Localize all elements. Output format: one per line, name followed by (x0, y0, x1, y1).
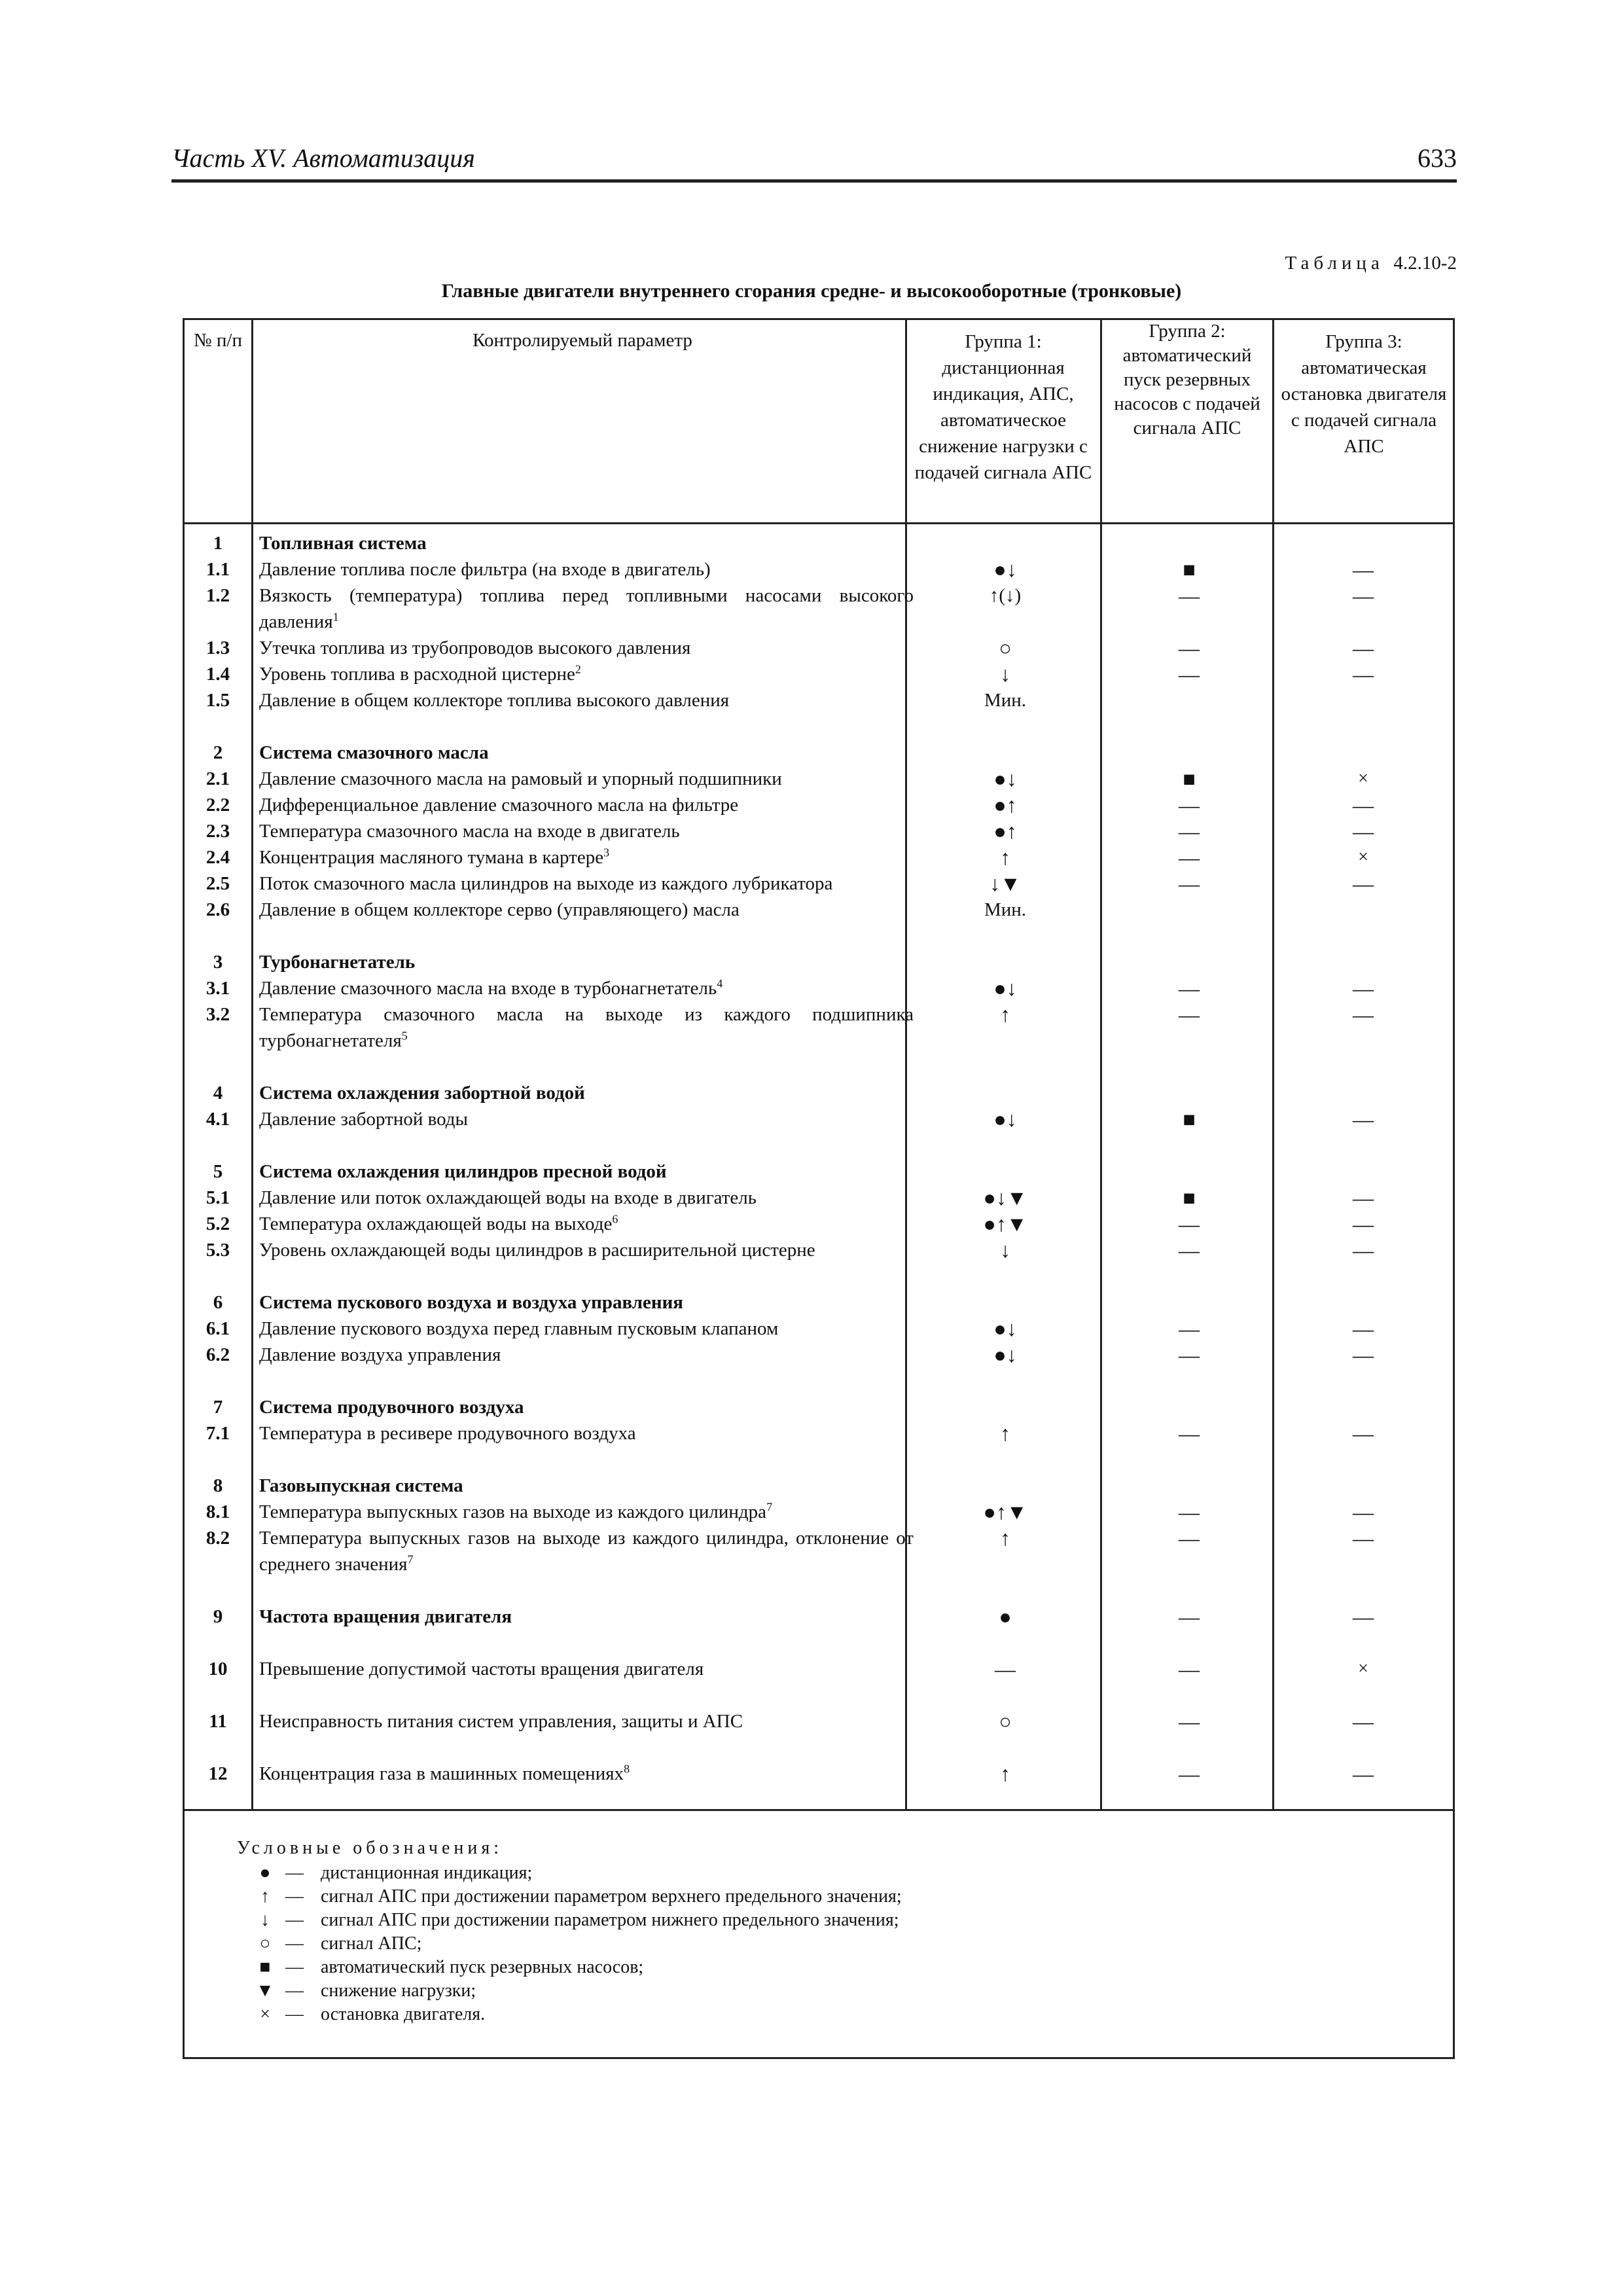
legend-dash: — (285, 1910, 304, 1930)
footnote-ref: 4 (717, 977, 723, 990)
parameter-text: Дифференциальное давление смазочного масла на фильтре (259, 795, 739, 816)
section-title: Частота вращения двигателя (259, 1606, 512, 1627)
running-head-title: Часть XV. Автоматизация (171, 143, 475, 173)
legend-text: сигнал АПС; (321, 1933, 422, 1954)
row-number: 2.2 (205, 795, 230, 816)
parameter-text: Температура смазочного масла на выходе из каждого подшипника турбонагнетателя$^5$ (259, 1004, 914, 1051)
running-head (171, 143, 1457, 183)
legend-title: Условные обозначения: (237, 1838, 503, 1858)
parameter-text: Неисправность питания систем управления, защиты и АПС (259, 1711, 743, 1732)
section-title: Турбонагнетатель (259, 952, 416, 973)
row-number: 8.2 (205, 1528, 230, 1549)
legend-symbol: ■ (259, 1957, 271, 1977)
legend-item (237, 1979, 902, 2003)
section-title: Система охлаждения забортной водой (259, 1083, 585, 1103)
group-3-mark: — (1353, 793, 1374, 817)
group-2-mark: — (1179, 1526, 1200, 1550)
parameter-text: Температура смазочного масла на входе в двигатель (259, 821, 680, 842)
footnote-ref: 6 (612, 1212, 618, 1226)
row-number: 2.3 (205, 821, 230, 842)
parameter-text: Давление смазочного масла на входе в турбонагнетатель$^4$ (259, 977, 723, 999)
parameter-text: Поток смазочного масла цилиндров на выходе из каждого лубрикатора (259, 873, 833, 894)
column-divider (1272, 318, 1274, 1810)
legend-text: снижение нагрузки; (321, 1981, 476, 2001)
parameter-text: Давление в общем коллекторе серво (управляющего) масла (259, 899, 740, 920)
footnote-ref: 7 (766, 1500, 773, 1514)
group-1-mark: ●↓▼ (983, 1186, 1027, 1210)
section-title: Система охлаждения цилиндров пресной водой (259, 1161, 667, 1182)
group-1-mark: ●↑▼ (983, 1212, 1027, 1236)
row-number: 1.4 (205, 664, 230, 685)
row-number: 1.3 (205, 637, 230, 658)
group-2-mark: — (1179, 1710, 1200, 1733)
parameter-text: Утечка топлива из трубопроводов высокого давления (259, 637, 691, 658)
parameter-text: Давление или поток охлаждающей воды на входе в двигатель (259, 1187, 757, 1208)
group-1-mark: ●↑▼ (983, 1500, 1027, 1524)
group-3-mark: — (1353, 584, 1374, 607)
legend-dash: — (285, 2004, 304, 2024)
group-3-mark: — (1353, 636, 1374, 660)
header-group-2: Группа 2: автоматический пуск резервных насосов с подачей сигнала АПС (1114, 321, 1260, 439)
row-number: 6.1 (205, 1318, 230, 1339)
group-2-mark: — (1179, 662, 1200, 686)
group-1-mark: ↑ (1000, 846, 1010, 869)
section-title: Система смазочного масла (259, 742, 489, 763)
group-3-mark: — (1353, 1003, 1374, 1026)
column-divider (1100, 318, 1102, 1810)
group-1-mark: ↓▼ (990, 872, 1021, 895)
group-2-mark: — (1179, 1238, 1200, 1262)
table-title: Главные двигатели внутреннего сгорания средне- и высокооборотные (тронковые) (441, 280, 1182, 302)
parameter-text: Уровень топлива в расходной цистерне$^2$ (259, 662, 581, 685)
legend-dash: — (285, 1933, 304, 1954)
parameter-text: Давление пускового воздуха перед главным пусковым клапаном (259, 1318, 779, 1339)
group-2-mark: — (1179, 819, 1200, 843)
legend-symbol: ○ (259, 1933, 271, 1954)
parameter-text: Давление забортной воды (259, 1109, 469, 1130)
group-1-mark: ●↓ (993, 1107, 1017, 1131)
group-3-mark: — (1353, 1317, 1374, 1340)
legend-item (237, 1956, 902, 1979)
parameter-text: Концентрация газа в машинных помещениях$^8$ (259, 1762, 630, 1784)
row-number: 1 (213, 533, 223, 554)
legend-dash: — (285, 1886, 304, 1907)
group-2-mark: ■ (1183, 558, 1196, 581)
group-1-mark: ↓ (1000, 1238, 1010, 1262)
parameter-text: Вязкость (температура) топлива перед топливными насосами высокого давления$^1$ (259, 585, 914, 632)
row-number: 3 (213, 952, 223, 973)
group-3-mark: — (1353, 1605, 1374, 1628)
row-number: 8.1 (205, 1501, 230, 1522)
group-1-mark: ● (999, 1605, 1012, 1628)
header-group-3: Группа 3: автоматическая остановка двигателя с подачей сигнала АПС (1281, 331, 1447, 457)
group-1-mark: ●↓ (993, 767, 1017, 791)
row-number: 2.1 (205, 768, 230, 789)
legend (237, 1837, 902, 2026)
group-2-mark: — (1179, 1605, 1200, 1628)
legend-item (237, 1861, 902, 1885)
table-number-label: Таблица (1285, 253, 1384, 274)
parameter-text: Температура в ресивере продувочного воздуха (259, 1423, 636, 1444)
section-title: Топливная система (259, 533, 427, 554)
row-number: 10 (208, 1659, 228, 1679)
row-number: 1.5 (205, 690, 230, 711)
group-1-mark: ↑ (1000, 1422, 1010, 1445)
group-1-mark: ↑ (1000, 1526, 1010, 1550)
group-1-mark: — (995, 1657, 1016, 1681)
group-3-mark: — (1353, 1526, 1374, 1550)
row-number: 3.2 (205, 1004, 230, 1025)
group-1-mark: Мин. (984, 899, 1027, 920)
group-3-mark: — (1353, 1212, 1374, 1236)
row-number: 1.2 (205, 585, 230, 606)
group-3-mark: — (1353, 662, 1374, 686)
table-number (1285, 253, 1457, 274)
row-number: 8 (213, 1475, 223, 1496)
group-3-mark: — (1353, 872, 1374, 895)
legend-item (237, 1885, 902, 1909)
row-number: 2.4 (205, 847, 230, 868)
group-2-mark: ■ (1183, 767, 1196, 791)
row-number: 12 (208, 1763, 228, 1784)
parameter-text: Температура охлаждающей воды на выходе$^6$ (259, 1212, 618, 1234)
footnote-ref: 7 (407, 1552, 414, 1566)
row-number: 7 (213, 1397, 223, 1418)
parameter-text: Превышение допустимой частоты вращения двигателя (259, 1659, 704, 1679)
group-2-mark: — (1179, 1317, 1200, 1340)
parameter-text: Давление смазочного масла на рамовый и упорный подшипники (259, 768, 782, 789)
group-1-mark: ●↓ (993, 1343, 1017, 1367)
group-1-mark: ↓ (1000, 662, 1010, 686)
legend-rule (183, 1809, 1455, 1811)
header-number: № п/п (193, 330, 242, 351)
footnote-ref: 2 (575, 662, 581, 676)
row-number: 7.1 (205, 1423, 230, 1444)
section-title: Газовыпускная система (259, 1475, 463, 1496)
group-2-mark: — (1179, 1212, 1200, 1236)
group-2-mark: ■ (1183, 1107, 1196, 1131)
footnote-ref: 5 (401, 1029, 408, 1043)
legend-item (237, 1932, 902, 1956)
group-3-mark: × (1358, 847, 1368, 867)
legend-symbol: ↑ (260, 1886, 270, 1907)
legend-list (237, 1861, 902, 2026)
group-3-mark: — (1353, 1238, 1374, 1262)
legend-symbol: ↓ (260, 1910, 270, 1930)
group-2-mark: ■ (1183, 1186, 1196, 1210)
group-3-mark: — (1353, 558, 1374, 581)
group-1-mark: ●↓ (993, 977, 1017, 1000)
group-3-mark: — (1353, 1762, 1374, 1785)
parameter-text: Давление воздуха управления (259, 1344, 501, 1365)
legend-text: автоматический пуск резервных насосов; (321, 1957, 644, 1977)
group-2-mark: — (1179, 636, 1200, 660)
group-3-mark: × (1358, 768, 1368, 789)
row-number: 9 (213, 1606, 223, 1627)
group-3-mark: × (1358, 1659, 1368, 1679)
group-1-mark: Мин. (984, 690, 1027, 711)
group-1-mark: ●↑ (993, 819, 1017, 843)
row-number: 4 (213, 1083, 223, 1103)
group-2-mark: — (1179, 793, 1200, 817)
group-1-mark: ○ (999, 1710, 1012, 1733)
section-title: Система пускового воздуха и воздуха управления (259, 1292, 683, 1313)
group-1-mark: ↑(↓) (989, 585, 1022, 606)
group-2-mark: — (1179, 584, 1200, 607)
legend-item (237, 2003, 902, 2026)
group-1-mark: ●↓ (993, 1317, 1017, 1340)
legend-dash: — (285, 1863, 304, 1883)
row-number: 2.5 (205, 873, 230, 894)
parameter-text: Температура выпускных газов на выходе из каждого цилиндра, отклонение от среднего значения$^7$ (259, 1528, 914, 1575)
row-number: 2.6 (205, 899, 230, 920)
row-number: 5.3 (205, 1240, 230, 1261)
legend-text: сигнал АПС при достижении параметром нижнего предельного значения; (321, 1910, 899, 1930)
footnote-ref: 8 (624, 1762, 630, 1776)
parameter-text: Давление в общем коллекторе топлива высокого давления (259, 690, 730, 711)
parameter-text: Давление топлива после фильтра (на входе в двигатель) (259, 559, 711, 580)
page-number: 633 (1418, 143, 1457, 173)
row-number: 6.2 (205, 1344, 230, 1365)
section-title: Система продувочного воздуха (259, 1397, 524, 1418)
parameter-text: Уровень охлаждающей воды цилиндров в расширительной цистерне (259, 1240, 815, 1261)
legend-dash: — (285, 1957, 304, 1977)
header-rule (183, 522, 1455, 524)
group-3-mark: — (1353, 1107, 1374, 1131)
group-2-mark: — (1179, 1422, 1200, 1445)
group-2-mark: — (1179, 1500, 1200, 1524)
row-number: 5.1 (205, 1187, 230, 1208)
row-number: 11 (209, 1711, 227, 1732)
row-number: 2 (213, 742, 223, 763)
group-2-mark: — (1179, 1343, 1200, 1367)
row-number: 1.1 (205, 559, 230, 580)
group-1-mark: ●↓ (993, 558, 1017, 581)
group-3-mark: — (1353, 1710, 1374, 1733)
group-2-mark: — (1179, 872, 1200, 895)
parameter-text: Температура выпускных газов на выходе из каждого цилиндра$^7$ (259, 1500, 773, 1522)
row-number: 5.2 (205, 1213, 230, 1234)
header-group-1: Группа 1: дистанционная индикация, АПС, автоматическое снижение нагрузки с подачей сигнала АПС (914, 331, 1092, 483)
group-1-mark: ○ (999, 636, 1012, 660)
group-3-mark: — (1353, 819, 1374, 843)
group-2-mark: — (1179, 846, 1200, 869)
group-3-mark: — (1353, 1343, 1374, 1367)
group-3-mark: — (1353, 1186, 1374, 1210)
group-3-mark: — (1353, 1422, 1374, 1445)
header-parameter: Контролируемый параметр (473, 330, 692, 351)
row-number: 6 (213, 1292, 223, 1313)
legend-text: дистанционная индикация; (321, 1863, 533, 1883)
footnote-ref: 1 (332, 610, 339, 624)
group-1-mark: ↑ (1000, 1003, 1010, 1026)
row-number: 5 (213, 1161, 223, 1182)
footnote-ref: 3 (603, 846, 610, 859)
table-number-value: 4.2.10-2 (1393, 253, 1457, 274)
group-1-mark: ●↑ (993, 793, 1017, 817)
group-2-mark: — (1179, 1657, 1200, 1681)
group-2-mark: — (1179, 1762, 1200, 1785)
legend-symbol: ▼ (256, 1981, 274, 2001)
parameter-text: Концентрация масляного тумана в картере$^3$ (259, 846, 610, 868)
legend-text: сигнал АПС при достижении параметром верхнего предельного значения; (321, 1886, 902, 1907)
group-2-mark: — (1179, 977, 1200, 1000)
legend-dash: — (285, 1981, 304, 2001)
row-number: 4.1 (205, 1109, 230, 1130)
legend-symbol: ● (259, 1863, 271, 1883)
group-3-mark: — (1353, 977, 1374, 1000)
legend-item (237, 1909, 902, 1932)
group-1-mark: ↑ (1000, 1762, 1010, 1785)
group-3-mark: — (1353, 1500, 1374, 1524)
legend-text: остановка двигателя. (321, 2004, 486, 2024)
legend-symbol: × (260, 2004, 270, 2024)
row-number: 3.1 (205, 978, 230, 999)
group-2-mark: — (1179, 1003, 1200, 1026)
